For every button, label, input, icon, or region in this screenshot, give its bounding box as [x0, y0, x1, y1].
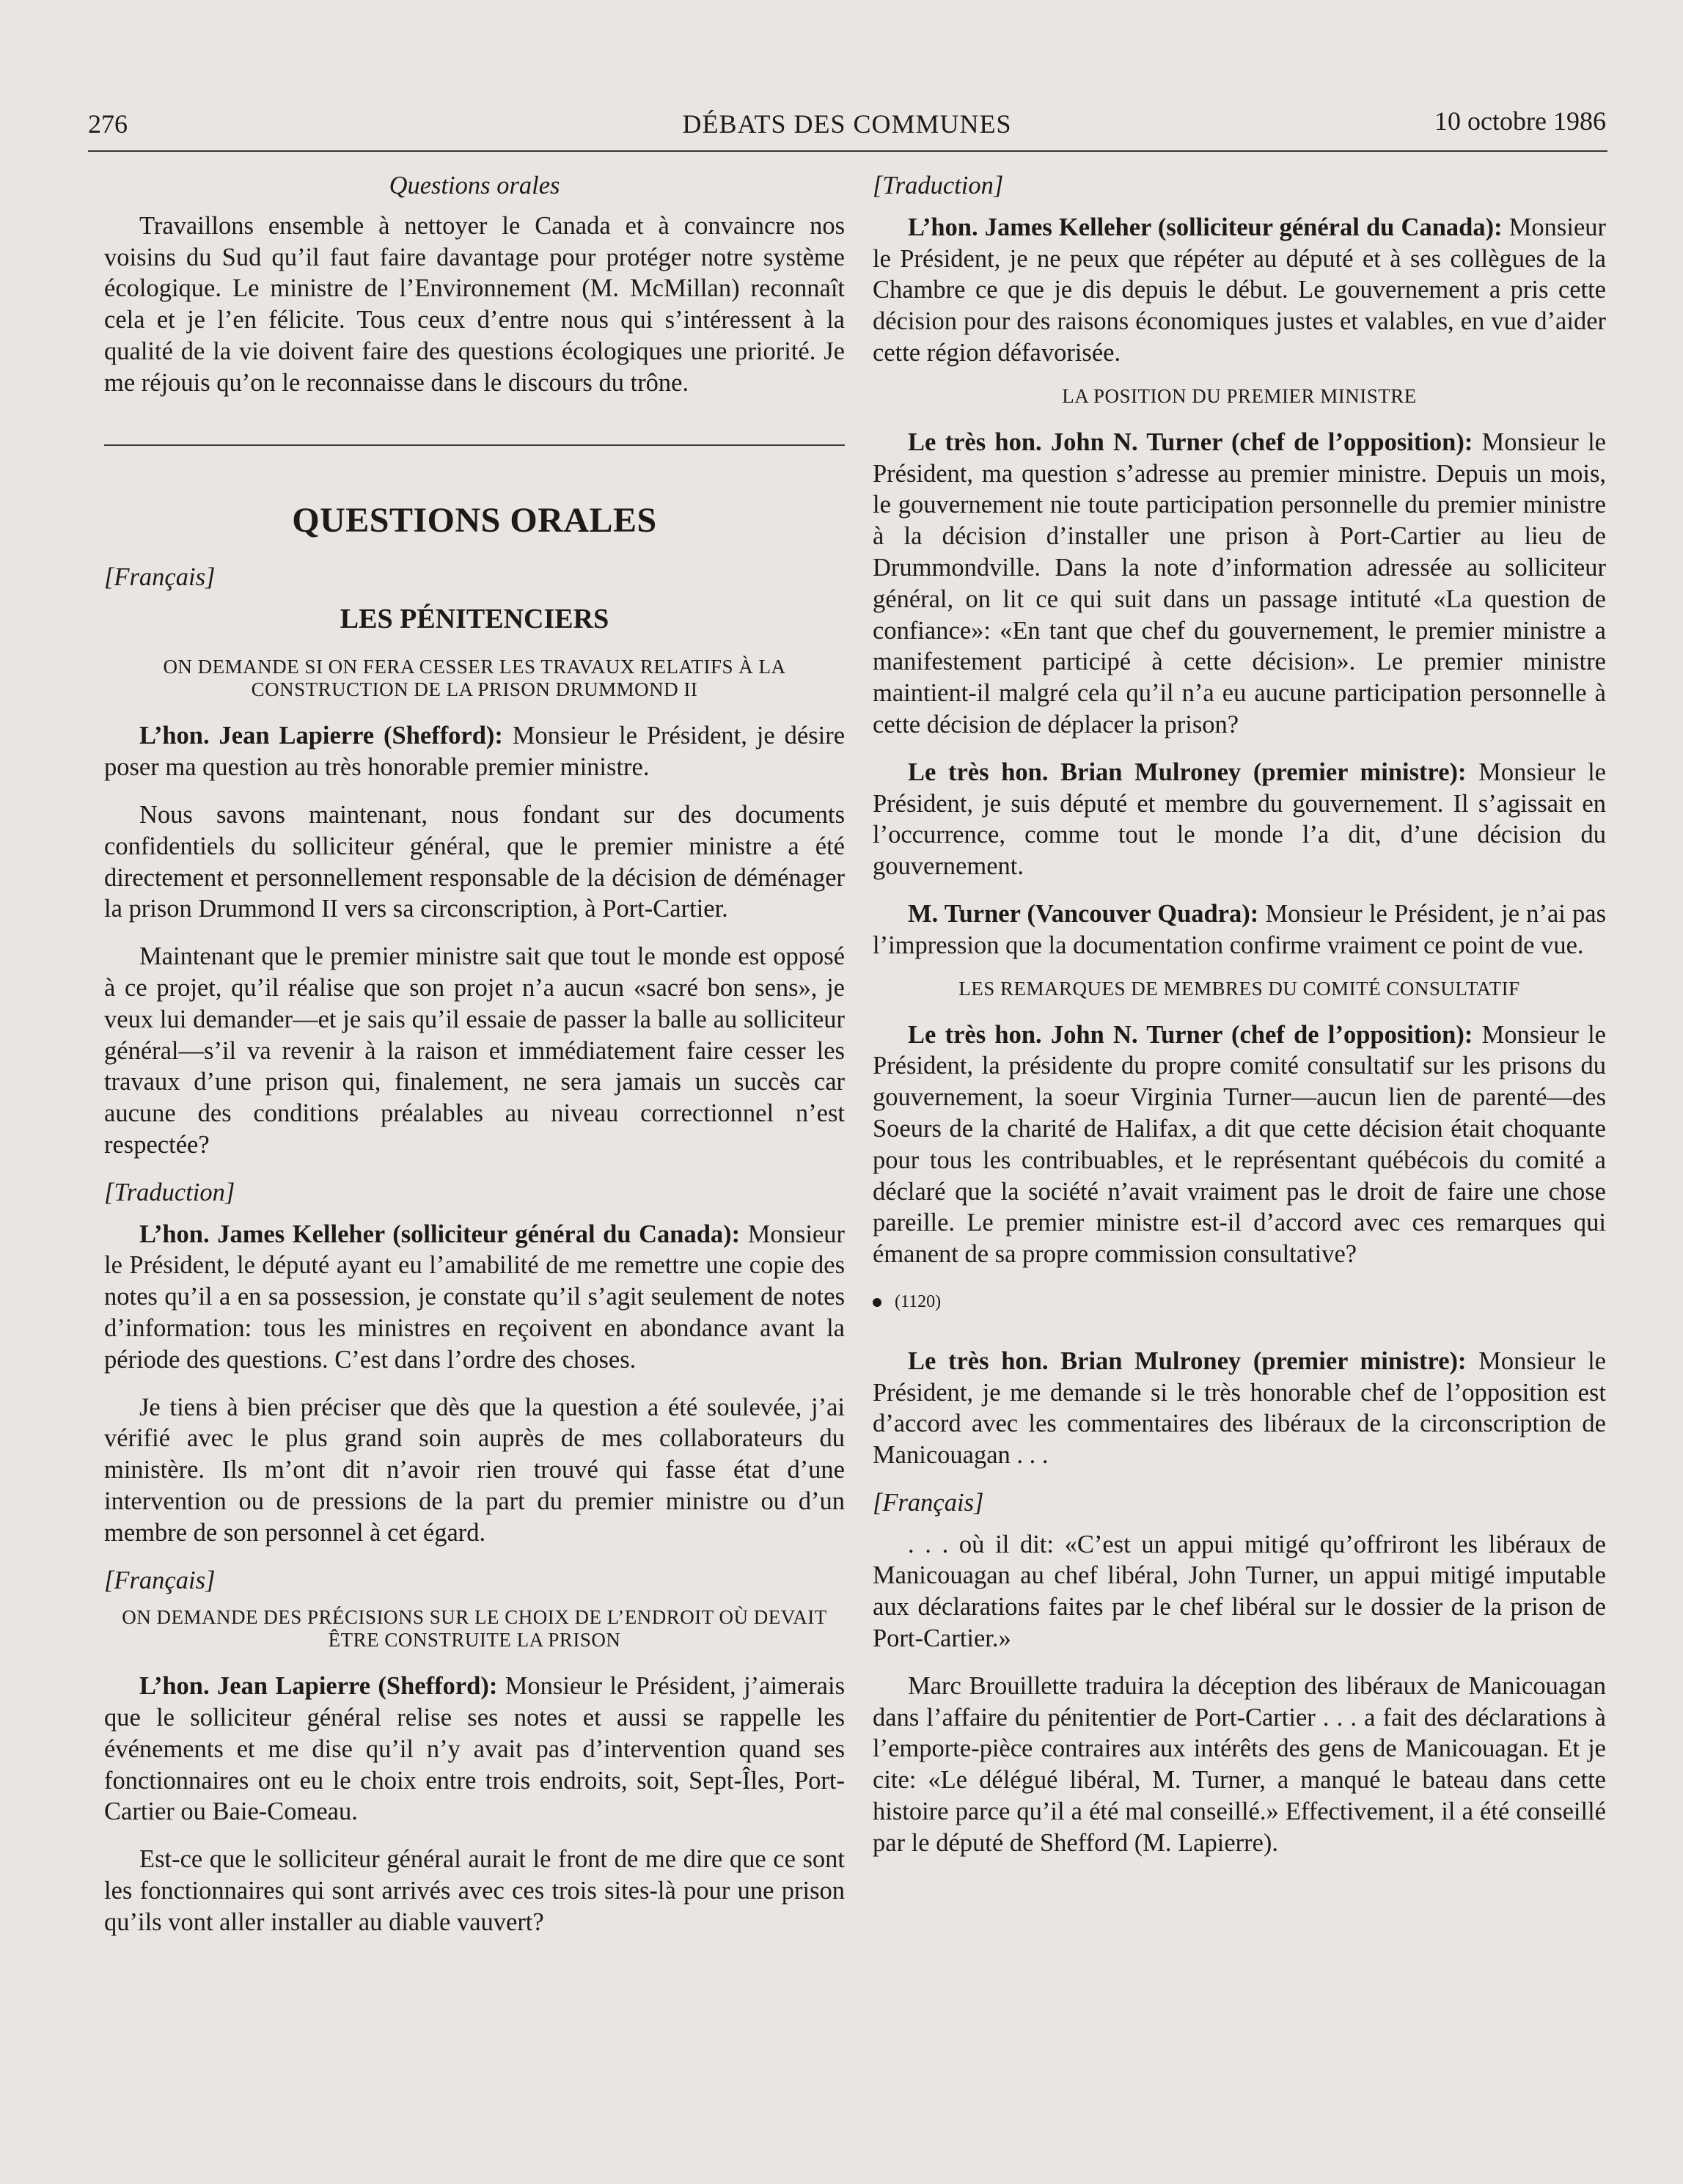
page-header — [88, 106, 1606, 153]
speech-paragraph: Marc Brouillette traduira la déception des libéraux de Manicouagan dans l’affaire du pénitentier de Port-Cartier . . . a fait des déclarations à l’emporte-pièce contraires aux intérêts des gens de Manicouagan. Et je cite: «Le délégué libéral, M. Turner, a manqué le bateau dans cette histoire parce qu’il a été mal conseillé.» Effectivement, il a été conseillé par le député de Shefford (M. Lapierre). — [873, 1671, 1606, 1857]
speech-paragraph: Nous savons maintenant, nous fondant sur des documents confidentiels du solliciteur général, que le premier ministre a été directement et personnellement responsable de la décision de déménager la prison Drummond II vers sa circonscription, à Port-Cartier. — [104, 800, 845, 923]
language-tag: [Français] — [104, 563, 216, 591]
speech-paragraph — [873, 1346, 1606, 1471]
speaker-name: L’hon. Jean Lapierre (Shefford): — [139, 1672, 498, 1701]
speech-text: Monsieur le Président, je me demande si le très honorable chef de l’opposition est d’accord avec les commentaires des libéraux de la circonscription de Manicouagan . . . — [873, 1346, 1606, 1470]
subheading: ON DEMANDE SI ON FERA CESSER LES TRAVAUX RELATIFS À LA CONSTRUCTION DE LA PRISON DRUMMOND II — [163, 656, 786, 701]
subheading: LA POSITION DU PREMIER MINISTRE — [1062, 384, 1417, 407]
speaker-name: M. Turner (Vancouver Quadra): — [908, 899, 1259, 928]
bullet-icon — [873, 1298, 881, 1307]
speech-paragraph — [873, 757, 1606, 882]
time-marker — [873, 1286, 1606, 1318]
page-number: 276 — [88, 109, 128, 139]
speech-paragraph — [873, 427, 1606, 741]
speaker-name: L’hon. James Kelleher (solliciteur général du Canada): — [908, 213, 1503, 241]
speech-text: Monsieur le Président, j’aimerais que le solliciteur général relise ses notes et aussi se rappelle les événements et me dise qu’il n’y avait pas d’intervention quand ses fonctionnaires ont eu le choix entre trois endroits, soit, Sept-Îles, Port-Cartier ou Baie-Comeau. — [104, 1672, 846, 1826]
section-divider — [104, 444, 845, 446]
speech-text: Monsieur le Président, ma question s’adresse au premier ministre. Depuis un mois, le gouvernement nie toute participation personnelle du premier ministre à la décision d’installer une prison à Port-Cartier au lieu de Drummondville. Dans la note d’information adressée au solliciteur général, on lit ce qui suit dans un passage intituté «La question de confiance»: «En tant que chef du gouvernement, le premier ministre a manifestement participé à cette décision». Le premier ministre maintient-il malgré cela qu’il n’a eu aucune participation personnelle à cette décision de déplacer la prison? — [873, 428, 1606, 739]
speech-text: Monsieur le Président, je ne peux que répéter au député et à ses collègues de la Chambre ce que je dis depuis le début. Le gouvernement a pris cette décision pour des raisons économiques justes et valables, en vue d’aider cette région défavorisée. — [873, 213, 1606, 367]
time-marker-text: (1120) — [895, 1291, 942, 1311]
speech-paragraph — [873, 1019, 1606, 1270]
subheading: LES REMARQUES DE MEMBRES DU COMITÉ CONSULTATIF — [958, 977, 1520, 1000]
left-column — [104, 170, 845, 1954]
speaker-name: Le très hon. John N. Turner (chef de l’opposition): — [908, 428, 1473, 456]
speech-paragraph: Maintenant que le premier ministre sait que tout le monde est opposé à ce projet, qu’il réalise que son projet n’a aucun «sacré bon sens», je veux lui demander—et je sais qu’il essaie de passer la balle au solliciteur général—s’il va revenir à la raison et immédiatement faire cesser les travaux d’une prison qui, finalement, ne sera jamais un succès car aucune des conditions préalables au niveau correctionnel n’est respectée? — [104, 942, 845, 1159]
speaker-name: L’hon. James Kelleher (solliciteur général du Canada): — [139, 1220, 741, 1248]
speech-paragraph — [104, 1219, 845, 1376]
speaker-name: L’hon. Jean Lapierre (Shefford): — [139, 722, 503, 750]
sitting-date: 10 octobre 1986 — [1434, 106, 1606, 136]
publication-title: DÉBATS DES COMMUNES — [682, 109, 1012, 139]
section-title: QUESTIONS ORALES — [292, 500, 657, 540]
speech-paragraph: Je tiens à bien préciser que dès que la question a été soulevée, j’ai vérifié avec le plus grand soin auprès de mes collaborateurs du ministère. Ils m’ont dit n’avoir rien trouvé qui fasse état d’une intervention ou de pressions de la part du premier ministre ou d’un membre de son personnel à cet égard. — [104, 1393, 845, 1547]
right-column — [873, 170, 1606, 1875]
language-tag: [Français] — [104, 1566, 216, 1594]
speech-text: Monsieur le Président, la présidente du propre comité consultatif sur les prisons du gouvernement, la soeur Virginia Turner—aucun lien de parenté—des Soeurs de la charité de Halifax, a dit que cette décision était choquante pour tous les contribuables, et le représentant québécois du comité a déclaré que la société n’avait vraiment pas le droit de faire une chose pareille. Le premier ministre est-il d’accord avec ces remarques qui émanent de sa propre commission consultative? — [873, 1020, 1606, 1269]
speech-paragraph: Est-ce que le solliciteur général aurait le front de me dire que ce sont les fonctionnaires qui sont arrivés avec ces trois sites-là pour une prison qu’ils vont aller installer au diable vauvert? — [104, 1845, 845, 1936]
speech-paragraph — [873, 212, 1606, 369]
language-tag: [Français] — [873, 1488, 984, 1517]
speech-paragraph — [873, 898, 1606, 961]
speaker-name: Le très hon. Brian Mulroney (premier ministre): — [908, 1346, 1467, 1375]
speech-text: Monsieur le Président, je désire poser ma question au très honorable premier ministre. — [104, 722, 846, 782]
speech-paragraph — [104, 1671, 845, 1828]
header-rule — [88, 150, 1607, 152]
running-head: Questions orales — [389, 172, 560, 199]
subheading: ON DEMANDE DES PRÉCISIONS SUR LE CHOIX DE L’ENDROIT OÙ DEVAIT ÊTRE CONSTRUITE LA PRISON — [122, 1606, 827, 1652]
intro-paragraph: Travaillons ensemble à nettoyer le Canada et à convaincre nos voisins du Sud qu’il faut faire davantage pour protéger notre système écologique. Le ministre de l’Environnement (M. McMillan) reconnaît cela et je l’en félicite. Tous ceux d’entre nous qui s’intéressent à la qualité de la vie doivent faire des questions écologiques une priorité. Je me réjouis qu’on le reconnaisse dans le discours du trône. — [104, 211, 845, 397]
speech-text: Monsieur le Président, le député ayant eu l’amabilité de me remettre une copie des notes qu’il a en sa possession, je constate qu’il s’agit seulement de notes d’information: tous les ministres en reçoivent en abondance avant la période des questions. C’est dans l’ordre des choses. — [104, 1220, 845, 1374]
speaker-name: Le très hon. John N. Turner (chef de l’opposition): — [908, 1020, 1473, 1049]
language-tag: [Traduction] — [873, 172, 1004, 199]
speaker-name: Le très hon. Brian Mulroney (premier ministre): — [908, 758, 1467, 786]
language-tag: [Traduction] — [104, 1178, 235, 1206]
speech-text: Monsieur le Président, je n’ai pas l’impression que la documentation confirme vraiment ce point de vue. — [873, 899, 1607, 959]
speech-paragraph: . . . où il dit: «C’est un appui mitigé qu’offriront les libéraux de Manicouagan au chef libéral, John Turner, un appui mitigé imputable aux déclarations faites par le chef libéral sur le dossier de la prison de Port-Cartier.» — [873, 1530, 1606, 1653]
speech-text: Monsieur le Président, je suis député et membre du gouvernement. Il s’agissait en l’occurrence, comme tout le monde l’a dit, d’une décision du gouvernement. — [873, 758, 1606, 881]
topic-heading: LES PÉNITENCIERS — [340, 604, 609, 635]
speech-paragraph — [104, 720, 845, 783]
